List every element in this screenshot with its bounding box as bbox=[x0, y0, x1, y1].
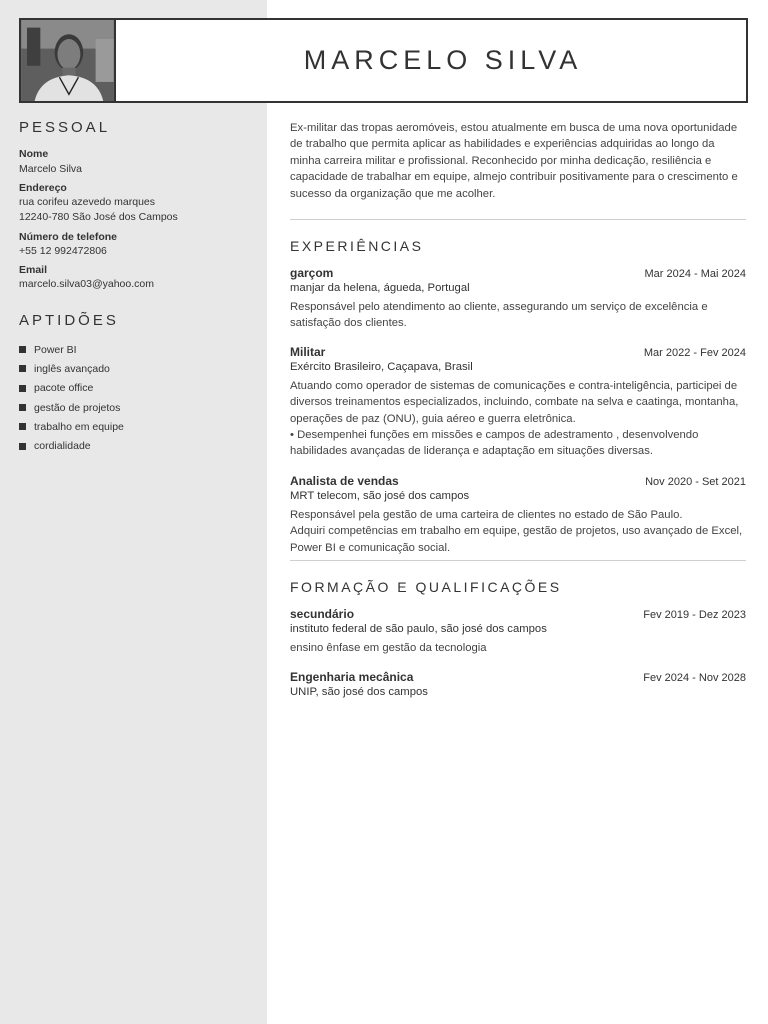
list-item: Power BI bbox=[19, 340, 124, 359]
entry-title: Engenharia mecânica bbox=[290, 670, 414, 684]
experience-entry bbox=[290, 474, 746, 556]
education-entry bbox=[290, 670, 746, 698]
field-value-phone: +55 12 992472806 bbox=[19, 245, 107, 257]
field-label-address: Endereço bbox=[19, 182, 67, 194]
entry-organization: UNIP, são josé dos campos bbox=[290, 686, 428, 698]
field-label-phone: Número de telefone bbox=[19, 231, 118, 243]
entry-description: Atuando como operador de sistemas de comunicações e contra-inteligência, participei de diversos treinamentos especializados, incluindo, combate na selva e caatinga, montanha, operações de paz (ONU), guia aéreo e guerra eletrônica. • Desempenhei funções em missões e campos de adestramento , desenvolvendo habilidades avançadas de liderança e adaptação em situações diversas. bbox=[290, 380, 739, 458]
entry-title: Militar bbox=[290, 345, 326, 359]
entry-title: Analista de vendas bbox=[290, 474, 399, 488]
list-item: inglês avançado bbox=[19, 359, 124, 378]
field-label-email: Email bbox=[19, 264, 48, 276]
field-value-email: marcelo.silva03@yahoo.com bbox=[19, 278, 154, 290]
experience-entry bbox=[290, 345, 746, 459]
square-bullet-icon bbox=[19, 423, 26, 430]
entry-date: Fev 2019 - Dez 2023 bbox=[643, 609, 746, 621]
entry-description: Responsável pela gestão de uma carteira de clientes no estado de São Paulo. Adquiri competências em trabalho em equipe, gestão de projetos, uso avançado de Excel, Power BI e comunicação social. bbox=[290, 509, 743, 554]
profile-photo bbox=[19, 18, 116, 103]
entry-date: Fev 2024 - Nov 2028 bbox=[643, 672, 746, 684]
entry-description: Responsável pelo atendimento ao cliente, assegurando um serviço de excelência e satisfação dos clientes. bbox=[290, 301, 708, 330]
square-bullet-icon bbox=[19, 385, 26, 392]
education-heading: FORMAÇÃO E QUALIFICAÇÕES bbox=[290, 579, 562, 595]
person-name: MARCELO SILVA bbox=[303, 45, 583, 75]
experience-entry bbox=[290, 266, 746, 332]
square-bullet-icon bbox=[19, 443, 26, 450]
entry-description: ensino ênfase em gestão da tecnologia bbox=[290, 642, 487, 654]
field-value-address-line2: 12240-780 São José dos Campos bbox=[19, 211, 178, 223]
divider bbox=[290, 560, 746, 561]
entry-organization: Exército Brasileiro, Caçapava, Brasil bbox=[290, 361, 473, 373]
entry-date: Mar 2022 - Fev 2024 bbox=[643, 347, 746, 359]
entry-date: Mar 2024 - Mai 2024 bbox=[644, 268, 746, 280]
list-item: trabalho em equipe bbox=[19, 417, 124, 436]
entry-organization: MRT telecom, são josé dos campos bbox=[290, 490, 470, 502]
field-value-address-line1: rua corifeu azevedo marques bbox=[19, 196, 155, 208]
field-value-name: Marcelo Silva bbox=[19, 163, 83, 175]
entry-organization: manjar da helena, águeda, Portugal bbox=[290, 282, 470, 294]
person-portrait-icon bbox=[21, 20, 114, 101]
list-item: gestão de projetos bbox=[19, 398, 124, 417]
profile-summary: Ex-militar das tropas aeromóveis, estou atualmente em busca de uma nova oportunidade de trabalho que permita aplicar as habilidades e experiências adquiridas ao longo da minha carreira militar e profissional. Reconhecido por minha dedicação, resiliência e capacidade de trabalhar em equipe, almejo contribuir positivamente para o crescimento e sucesso da organização que me acolher. bbox=[290, 122, 738, 200]
entry-title: garçom bbox=[290, 266, 334, 280]
skills-list bbox=[19, 340, 124, 456]
list-item: pacote office bbox=[19, 379, 124, 398]
entry-organization: instituto federal de são paulo, são josé dos campos bbox=[290, 623, 547, 635]
square-bullet-icon bbox=[19, 346, 26, 353]
experience-heading: EXPERIÊNCIAS bbox=[290, 238, 424, 254]
personal-heading: PESSOAL bbox=[19, 119, 111, 136]
list-item: cordialidade bbox=[19, 436, 124, 455]
square-bullet-icon bbox=[19, 365, 26, 372]
education-entry bbox=[290, 607, 746, 656]
entry-title: secundário bbox=[290, 607, 355, 621]
square-bullet-icon bbox=[19, 404, 26, 411]
name-banner bbox=[114, 18, 748, 103]
divider bbox=[290, 219, 746, 220]
field-label-name: Nome bbox=[19, 148, 49, 160]
entry-date: Nov 2020 - Set 2021 bbox=[645, 476, 746, 488]
skills-heading: APTIDÕES bbox=[19, 312, 119, 329]
